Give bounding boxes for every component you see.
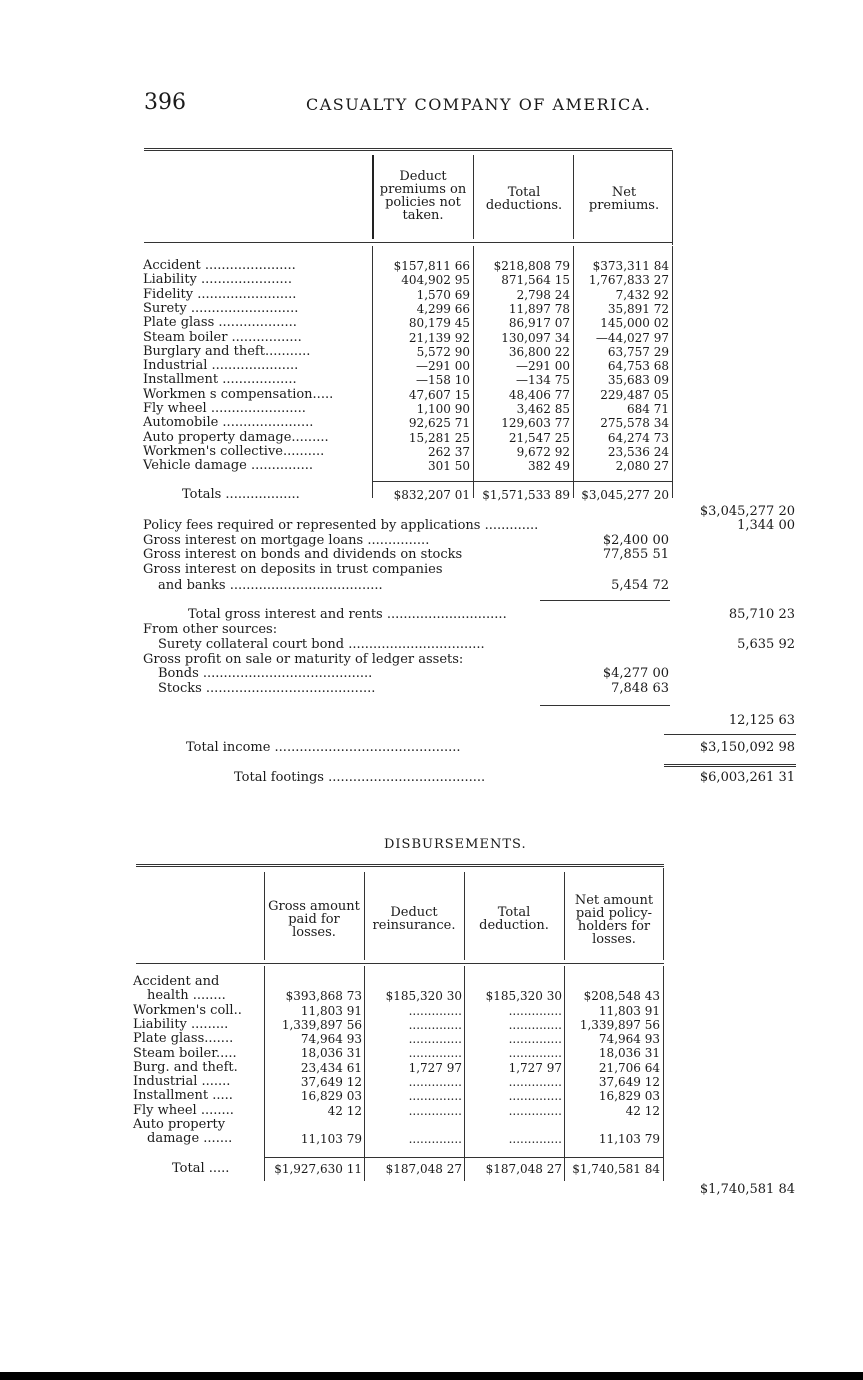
disb-header-gross: Gross amount paid for losses. (268, 899, 360, 940)
deposits-interest-label-2: and banks ..................................... (158, 578, 383, 593)
income-totals-label: Totals .................. (182, 487, 300, 502)
income-row-deduct: —291 00 (416, 359, 470, 373)
bonds-interest-label: Gross interest on bonds and dividends on stocks (143, 547, 463, 562)
income-row-total: 3,462 85 (516, 402, 570, 416)
income-row-net: 684 71 (627, 402, 669, 416)
income-row-label: Steam boiler ................. (143, 330, 302, 345)
disb-header-net: Net amount paid policy-holders for losses. (574, 893, 654, 947)
disb-totals-label: Total ..... (172, 1161, 230, 1176)
disb-row-reinsurance: .............. (408, 1018, 462, 1032)
income-row-net: 35,891 72 (607, 302, 669, 316)
disb-totals-gross: $1,927,630 11 (274, 1162, 362, 1176)
disb-row-label: Liability ......... (133, 1016, 229, 1032)
disb-row-gross: 11,103 79 (300, 1132, 362, 1146)
income-row-label: Auto property damage......... (143, 430, 329, 445)
deposits-interest-label-1: Gross interest on deposits in trust companies (143, 562, 443, 577)
income-row-deduct: 262 37 (428, 445, 470, 459)
income-row-deduct: 404,902 95 (401, 273, 470, 287)
disb-row-label-cont: damage ....... (147, 1131, 233, 1146)
income-row-deduct: 80,179 45 (408, 316, 470, 330)
gross-profit-total: 12,125 63 (728, 713, 795, 728)
disb-row-reinsurance: .............. (408, 1104, 462, 1118)
disb-row-total: 1,727 97 (508, 1061, 562, 1075)
income-row-deduct: 21,139 92 (408, 331, 470, 345)
income-row-net: 2,080 27 (615, 459, 669, 473)
gp-bonds-value: $4,277 00 (602, 666, 669, 681)
income-row-net: 229,487 05 (600, 388, 669, 402)
disb-row-label: Plate glass....... (133, 1031, 234, 1047)
income-row-label: Automobile ...................... (143, 415, 314, 430)
income-row-total: 130,097 34 (501, 331, 570, 345)
income-row-label: Industrial ..................... (143, 358, 299, 373)
income-row-deduct: 301 50 (428, 459, 470, 473)
income-row-label: Burglary and theft........... (143, 344, 311, 359)
total-interest-label: Total gross interest and rents ............................. (188, 607, 507, 622)
disb-row-total: .............. (508, 1132, 562, 1146)
income-row-label: Workmen s compensation..... (143, 387, 334, 402)
gp-stocks-label: Stocks ......................................... (158, 681, 376, 696)
total-footings-value: $6,003,261 31 (699, 770, 795, 785)
disb-row-total: .............. (508, 1075, 562, 1089)
income-header-deduct: Deduct premiums on policies not taken. (379, 169, 467, 223)
income-row-deduct: 47,607 15 (408, 388, 470, 402)
disb-row-net: 74,964 93 (598, 1032, 660, 1046)
net-premiums-carried: $3,045,277 20 (699, 504, 795, 519)
disb-row-gross: 74,964 93 (300, 1032, 362, 1046)
disb-row-reinsurance: 1,727 97 (408, 1061, 462, 1075)
disb-row-reinsurance: .............. (408, 1075, 462, 1089)
disb-row-total: .............. (508, 1004, 562, 1018)
income-row-deduct: 1,100 90 (416, 402, 470, 416)
income-totals-net: $3,045,277 20 (581, 488, 669, 502)
income-row-label: Vehicle damage ............... (143, 458, 313, 473)
income-row-deduct: $157,811 66 (393, 259, 470, 273)
disb-row-gross: 16,829 03 (300, 1089, 362, 1103)
income-totals-total: $1,571,533 89 (482, 488, 570, 502)
disb-row-net: 11,803 91 (598, 1004, 660, 1018)
disb-row-net: 42 12 (625, 1104, 660, 1118)
income-header-total-deductions: Total deductions. (485, 185, 563, 213)
disb-row-reinsurance: .............. (408, 1089, 462, 1103)
income-row-total: —291 00 (516, 359, 570, 373)
income-row-total: 9,672 92 (516, 445, 570, 459)
disb-row-net: 18,036 31 (598, 1046, 660, 1060)
disb-totals-reinsurance: $187,048 27 (385, 1162, 462, 1176)
income-row-total: 36,800 22 (508, 345, 570, 359)
disb-row-net: $208,548 43 (583, 989, 660, 1003)
income-row-deduct: —158 10 (416, 373, 470, 387)
disb-row-label: Accident and (133, 974, 220, 989)
income-row-label: Accident ...................... (143, 258, 296, 273)
disb-header-reinsurance: Deduct reinsurance. (372, 905, 456, 933)
disb-row-gross: 11,803 91 (300, 1004, 362, 1018)
disb-row-total: .............. (508, 1018, 562, 1032)
income-row-net: 35,683 09 (607, 373, 669, 387)
gross-profit-label: Gross profit on sale or maturity of ledger assets: (143, 652, 464, 667)
income-row-net: 23,536 24 (607, 445, 669, 459)
disb-row-net: 21,706 64 (598, 1061, 660, 1075)
disb-row-gross: 37,649 12 (300, 1075, 362, 1089)
income-row-total: 21,547 25 (508, 431, 570, 445)
income-row-net: 64,753 68 (607, 359, 669, 373)
disb-row-reinsurance: .............. (408, 1046, 462, 1060)
disb-row-gross: 42 12 (327, 1104, 362, 1118)
income-row-deduct: 15,281 25 (408, 431, 470, 445)
disb-row-total: .............. (508, 1089, 562, 1103)
disb-row-reinsurance: .............. (408, 1032, 462, 1046)
disb-row-net: 16,829 03 (598, 1089, 660, 1103)
income-row-net: 7,432 92 (615, 288, 669, 302)
total-interest-value: 85,710 23 (728, 607, 795, 622)
income-row-label: Installment .................. (143, 372, 297, 387)
surety-bond-value: 5,635 92 (737, 637, 795, 652)
disb-row-reinsurance: .............. (408, 1004, 462, 1018)
disb-row-label: Burg. and theft. (133, 1059, 238, 1075)
income-row-label: Workmen's collective.......... (143, 444, 325, 459)
bonds-interest-value: 77,855 51 (602, 547, 669, 562)
disb-row-reinsurance: $185,320 30 (385, 989, 462, 1003)
disb-row-label: Workmen's coll.. (133, 1002, 242, 1018)
disb-row-gross: $393,868 73 (285, 989, 362, 1003)
disb-row-gross: 23,434 61 (300, 1061, 362, 1075)
disb-row-label: Industrial ....... (133, 1074, 231, 1090)
income-row-net: 1,767,833 27 (588, 273, 669, 287)
disb-row-gross: 18,036 31 (300, 1046, 362, 1060)
policy-fees-label: Policy fees required or represented by applications ............. (143, 518, 539, 533)
income-row-total: 871,564 15 (501, 273, 570, 287)
income-row-deduct: 4,299 66 (416, 302, 470, 316)
income-row-net: 63,757 29 (607, 345, 669, 359)
page-number: 396 (144, 90, 186, 115)
deposits-interest-value: 5,454 72 (611, 578, 669, 593)
income-row-label: Fidelity ........................ (143, 287, 297, 302)
income-row-total: 129,603 77 (501, 416, 570, 430)
disb-row-net: 37,649 12 (598, 1075, 660, 1089)
disb-row-label: Steam boiler..... (133, 1045, 237, 1061)
income-row-label: Liability ...................... (143, 272, 292, 287)
income-row-total: 48,406 77 (508, 388, 570, 402)
total-income-value: $3,150,092 98 (699, 740, 795, 755)
income-row-net: —44,027 97 (595, 331, 669, 345)
income-row-net: 64,274 73 (607, 431, 669, 445)
income-header-net-premiums: Net premiums. (588, 185, 660, 213)
disb-row-label: Auto property (133, 1117, 226, 1132)
total-footings-label: Total footings ...................................... (234, 770, 486, 785)
policy-fees-value: 1,344 00 (737, 518, 795, 533)
disb-row-label: Fly wheel ........ (133, 1102, 234, 1118)
mortgage-interest-label: Gross interest on mortgage loans ............... (143, 533, 430, 548)
income-row-total: —134 75 (516, 373, 570, 387)
income-row-total: 11,897 78 (508, 302, 570, 316)
other-sources-label: From other sources: (143, 622, 278, 637)
income-row-deduct: 5,572 90 (416, 345, 470, 359)
disb-row-total: .............. (508, 1046, 562, 1060)
mortgage-interest-value: $2,400 00 (602, 533, 669, 548)
income-row-total: $218,808 79 (493, 259, 570, 273)
running-title: CASUALTY COMPANY OF AMERICA. (306, 95, 652, 114)
income-row-label: Surety .......................... (143, 301, 299, 316)
disbursements-title: DISBURSEMENTS. (384, 837, 527, 852)
disb-totals-total: $187,048 27 (485, 1162, 562, 1176)
disb-row-net: 1,339,897 56 (579, 1018, 660, 1032)
gp-bonds-label: Bonds ......................................... (158, 666, 373, 681)
income-row-net: 275,578 34 (600, 416, 669, 430)
disb-row-total: $185,320 30 (485, 989, 562, 1003)
income-row-deduct: 92,625 71 (408, 416, 470, 430)
income-row-total: 2,798 24 (516, 288, 570, 302)
disb-row-label: Installment ..... (133, 1088, 233, 1104)
scan-bottom-border (0, 1372, 863, 1380)
income-row-label: Plate glass ................... (143, 315, 297, 330)
disb-carried-total: $1,740,581 84 (699, 1182, 795, 1197)
disb-row-gross: 1,339,897 56 (281, 1018, 362, 1032)
income-totals-deduct: $832,207 01 (393, 488, 470, 502)
disb-row-total: .............. (508, 1104, 562, 1118)
surety-bond-label: Surety collateral court bond ................................. (158, 637, 485, 652)
disb-totals-net: $1,740,581 84 (572, 1162, 660, 1176)
disb-row-total: .............. (508, 1032, 562, 1046)
disb-row-net: 11,103 79 (598, 1132, 660, 1146)
gp-stocks-value: 7,848 63 (611, 681, 669, 696)
disb-header-total-deduction: Total deduction. (479, 905, 549, 933)
disb-row-label-cont: health ........ (147, 988, 226, 1003)
income-row-net: 145,000 02 (600, 316, 669, 330)
income-row-net: $373,311 84 (592, 259, 669, 273)
total-income-label: Total income ............................................. (186, 740, 461, 755)
income-row-total: 382 49 (528, 459, 570, 473)
disb-row-reinsurance: .............. (408, 1132, 462, 1146)
income-row-total: 86,917 07 (508, 316, 570, 330)
income-row-label: Fly wheel ....................... (143, 401, 306, 416)
income-row-deduct: 1,570 69 (416, 288, 470, 302)
